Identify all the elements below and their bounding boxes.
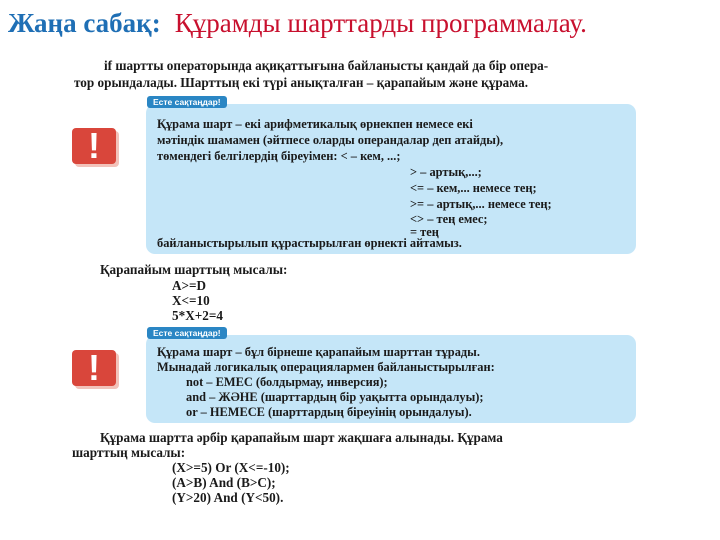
- note1-line-5: <= – кем,... немесе тең;: [410, 181, 537, 195]
- note1-line-3: төмендегі белгілердің біреуімен: < – кем, ...;: [157, 149, 401, 163]
- simple-example-1: A>=D: [172, 278, 207, 293]
- remember-tag-1: Есте сақтаңдар!: [147, 96, 227, 108]
- title-lead: Жаңа сабақ:: [8, 8, 161, 38]
- simple-example-2: X<=10: [172, 293, 210, 308]
- title-topic: Құрамды шарттарды программалау.: [174, 8, 587, 38]
- simple-example-3: 5*X+2=4: [172, 308, 223, 323]
- slide-title: [8, 8, 587, 39]
- note1-line-7: <> – тең емес;: [410, 212, 488, 226]
- compound-example-3: (Y>20) And (Y<50).: [172, 490, 284, 505]
- note2-line-2: Мынадай логикалық операциялармен байланыстырылған:: [157, 360, 495, 374]
- exclamation-icon: !: [72, 128, 116, 164]
- intro-line-2: тор орындалады. Шарттың екі түрі анықталған – қарапайым және құрама.: [74, 75, 529, 90]
- note2-line-4: and – ЖӘНЕ (шарттардың бір уақытта орындалуы);: [186, 390, 484, 404]
- note2-line-5: or – НЕМЕСЕ (шарттардың біреуінің орындалуы).: [186, 405, 472, 419]
- note1-line-6: >= – артық,... немесе тең;: [410, 197, 552, 211]
- compound-line-1: Құрама шартта әрбір қарапайым шарт жақшаға алынады. Құрама: [100, 430, 503, 445]
- exclamation-icon: !: [72, 350, 116, 386]
- note1-line-1: Құрама шарт – екі арифметикалық өрнекпен немесе екі: [157, 117, 473, 131]
- remember-tag-2: Есте сақтаңдар!: [147, 327, 227, 339]
- compound-line-2: шарттың мысалы:: [72, 445, 186, 460]
- intro-line-1: if шартты операторында ақиқаттығына байланысты қандай да бір опера-: [104, 58, 549, 73]
- note1-line-4: > – артық,...;: [410, 165, 482, 179]
- simple-heading: Қарапайым шарттың мысалы:: [100, 262, 288, 277]
- note1-line-9: байланыстырылып құрастырылған өрнекті айтамыз.: [157, 236, 462, 250]
- note2-line-1: Құрама шарт – бұл бірнеше қарапайым шарттан тұрады.: [157, 345, 480, 359]
- compound-example-2: (A>B) And (B>C);: [172, 475, 276, 490]
- note1-line-2: мәтіндік шамамен (әйтпесе оларды операндалар деп атайды),: [157, 133, 504, 147]
- note1-line-8: = тең: [410, 225, 439, 239]
- note2-line-3: not – ЕМЕС (болдырмау, инверсия);: [186, 375, 388, 389]
- compound-example-1: (X>=5) Or (X<=-10);: [172, 460, 290, 475]
